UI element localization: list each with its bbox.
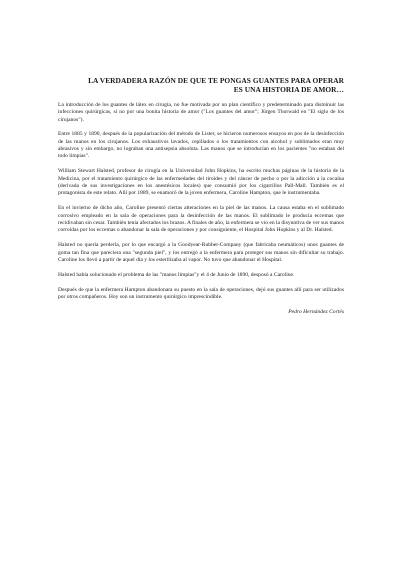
paragraph-lister: Entre 1885 y 1890, después de la popularización del método de Lister, se hicieron numerosos ensayos en pos de la desinfección de las manos en los cirujanos. Los exhaustivos lavados, cepillados o los tratamientos con alcohol y sublimados eran muy abrasivos y sin embargo, no lograban una antisepsia absoluta. Las manos que se introducían en los pacientes "no estaban del todo limpias". [58, 131, 344, 160]
paragraph-goodyear: Halsted no quería perderla, por lo que encargó a la Goodyear-Rubber-Company (que fabricaba neumáticos) unos guantes de goma tan fina que pareciera una "segunda piel", y los entregó a la enfermera para proteger sus manos sin dificultar su trabajo. Caroline los llevó a partir de aquel día y los esterilizaba al vapor. No tuvo que abandonar el Hospital. [58, 242, 344, 264]
paragraph-intro: La introducción de los guantes de látex en cirugía, no fue motivada por un plan científico y predeterminado para disminuir las infecciones quirúrgicas, si no por una bonita historia de amor ("Los guantes del amor"; Jürgen Thorwald en "El siglo de los cirujanos"). [58, 101, 344, 123]
title-line-1: LA VERDADERA RAZÓN DE QUE TE PONGAS GUANTES PARA OPERAR [88, 76, 344, 85]
author-signature: Pedro Hernández Cortés [288, 309, 344, 316]
paragraph-caroline: En el invierno de dicho año, Caroline presentó ciertas alteraciones en la piel de las manos. La causa estaba en el sublimado corrosivo empleado en la sala de operaciones para la desinfección de las manos. El sublimado le producía eccemas que recidivaban sin cesar. También tenía afectados los brazos. A finales de año, la enfermera se vio en la disyuntiva de ver sus manos corroídas por los eccemas o abandonar la sala de operaciones y por consiguiente, el Hospital John Hopkins y al Dr. Halsted. [58, 205, 344, 234]
document-page [58, 76, 344, 315]
paragraph-legacy: Después de que la enfermera Hampton abandonara su puesto en la sala de operaciones, dejó sus guantes allí para ser utilizados por otros compañeros. Hoy son un instrumento quirúrgico imprescindible. [58, 286, 344, 301]
paragraph-halsted: William Stewart Halsted, profesor de cirugía en la Universidad John Hopkins, ha escrito muchas páginas de la historia de la Medicina, por el tratamiento quirúrgico de las enfermedades del tiroides y del cáncer de pecho o por la adicción a la cocaína (derivada de sus investigaciones en los anestésicos locales) que consumió por los cigarrillos Pall-Mall. También es el protagonista de este relato. Allí por 1889, se enamoró de la joven enfermera, Caroline Hampton, que le instrumentaba. [58, 168, 344, 197]
title-line-2: ES UNA HISTORIA DE AMOR… [233, 85, 344, 95]
paragraph-wedding: Halsted había solucionado el problema de las "manos limpias"y el 4 de Junio de 1890, desposó a Caroline. [58, 271, 295, 278]
document-title [58, 76, 344, 95]
